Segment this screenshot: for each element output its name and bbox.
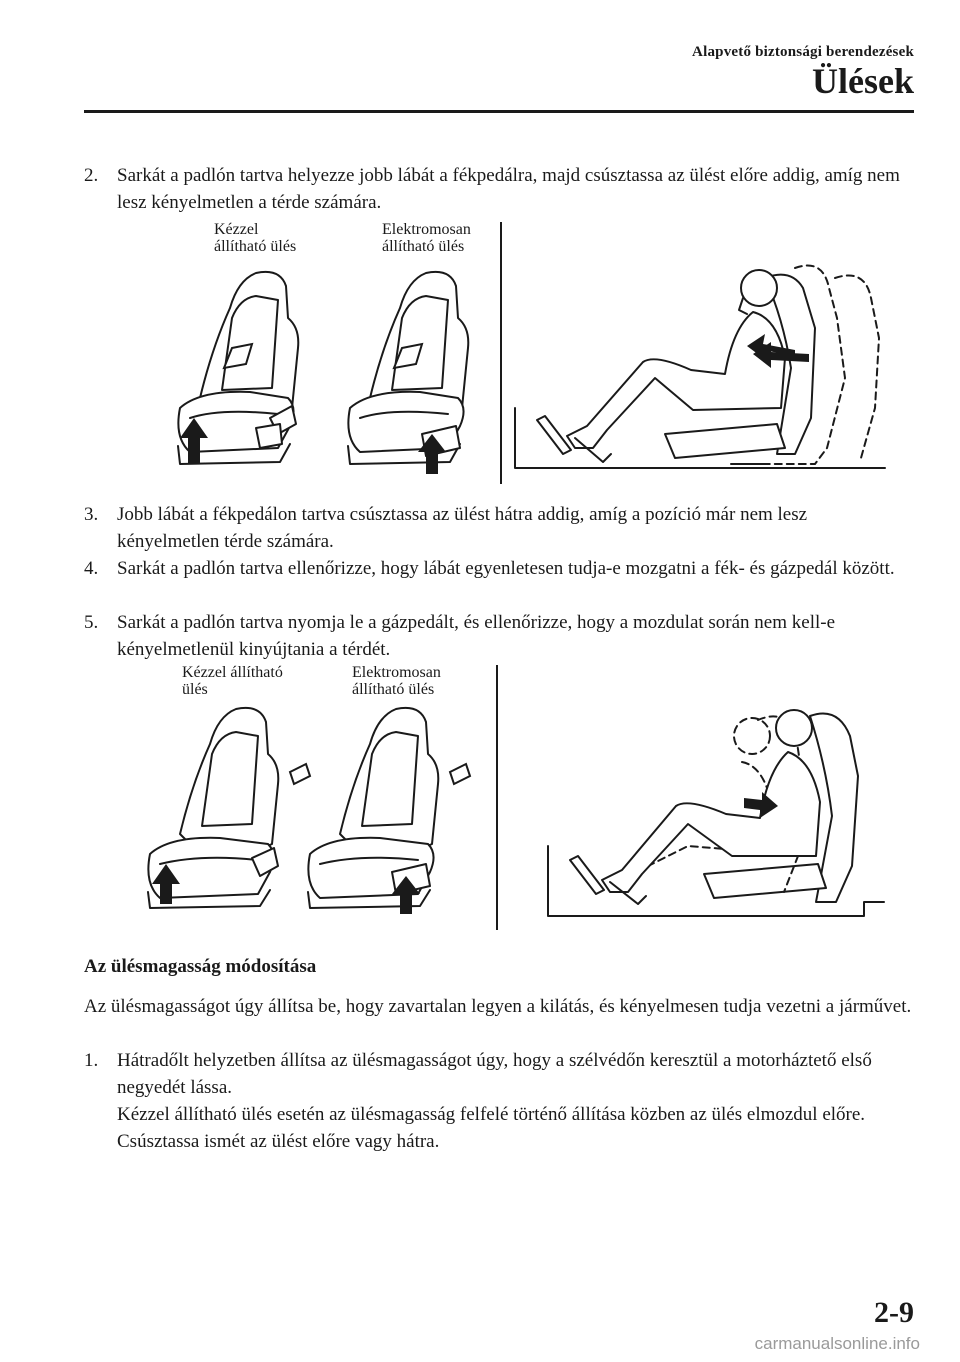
height-step-1 xyxy=(84,1047,914,1101)
electric-seat-illustration-1 xyxy=(330,268,490,478)
page-title: Ülések xyxy=(812,61,914,101)
step-text: Hátradőlt helyzetben állítsa az ülésmagasságot úgy, hogy a szélvédőn keresztül a motorháztető első negyedét lássa. xyxy=(117,1050,872,1098)
electric-seat-illustration-2 xyxy=(300,704,490,914)
figure-divider-2 xyxy=(496,665,498,930)
step-4 xyxy=(84,555,914,582)
step-3 xyxy=(84,501,914,555)
page-number: 2-9 xyxy=(874,1296,914,1329)
step-2 xyxy=(84,162,914,216)
section-intro: Az ülésmagasságot úgy állítsa be, hogy zavartalan legyen a kilátás, és kényelmesen tudja vezetni a járművet. xyxy=(84,996,912,1017)
step-number: 1. xyxy=(84,1050,99,1071)
note-text: Kézzel állítható ülés esetén az ülésmagasság felfelé történő állítása közben az ülés elmozdul előre. Csúsztassa ismét az ülést előre vagy hátra. xyxy=(117,1104,866,1152)
step-text: Jobb lábát a fékpedálon tartva csúsztassa az ülést hátra addig, amíg a pozíció már nem lesz kényelmetlen térde számára. xyxy=(117,504,808,552)
step-text: Sarkát a padlón tartva helyezze jobb lábát a fékpedálra, majd csúsztassa az ülést előre addig, amíg nem lesz kényelmetlen a térde számára. xyxy=(117,165,900,213)
driver-seat-back-illustration xyxy=(548,706,888,928)
section-label: Alapvető biztonsági berendezések xyxy=(692,44,914,60)
caption-manual-seat-2: Kézzel állítható ülés xyxy=(182,664,283,698)
step-text: Sarkát a padlón tartva nyomja le a gázpedált, és ellenőrizze, hogy a mozdulat során nem kell-e kényelmetlenül kinyújtania a térdét. xyxy=(117,612,836,660)
step-number: 2. xyxy=(84,165,99,186)
section-heading: Az ülésmagasság módosítása xyxy=(84,956,317,977)
caption-manual-seat-1: Kézzel állítható ülés xyxy=(214,221,297,255)
manual-seat-illustration-1 xyxy=(160,268,320,478)
step-number: 3. xyxy=(84,504,99,525)
step-5 xyxy=(84,609,914,663)
watermark: carmanualsonline.info xyxy=(754,1334,920,1353)
caption-electric-seat-2: Elektromosan állítható ülés xyxy=(352,664,441,698)
figure-divider-1 xyxy=(500,222,502,484)
step-text: Sarkát a padlón tartva ellenőrizze, hogy lábát egyenletesen tudja-e mozgatni a fék- és gázpedál között. xyxy=(117,558,895,579)
caption-electric-seat-1: Elektromosan állítható ülés xyxy=(382,221,471,255)
step-number: 4. xyxy=(84,558,99,579)
height-note xyxy=(84,1101,914,1155)
manual-seat-illustration-2 xyxy=(140,704,320,914)
driver-seat-forward-illustration xyxy=(515,258,885,480)
header-rule xyxy=(84,110,914,113)
step-number: 5. xyxy=(84,612,99,633)
